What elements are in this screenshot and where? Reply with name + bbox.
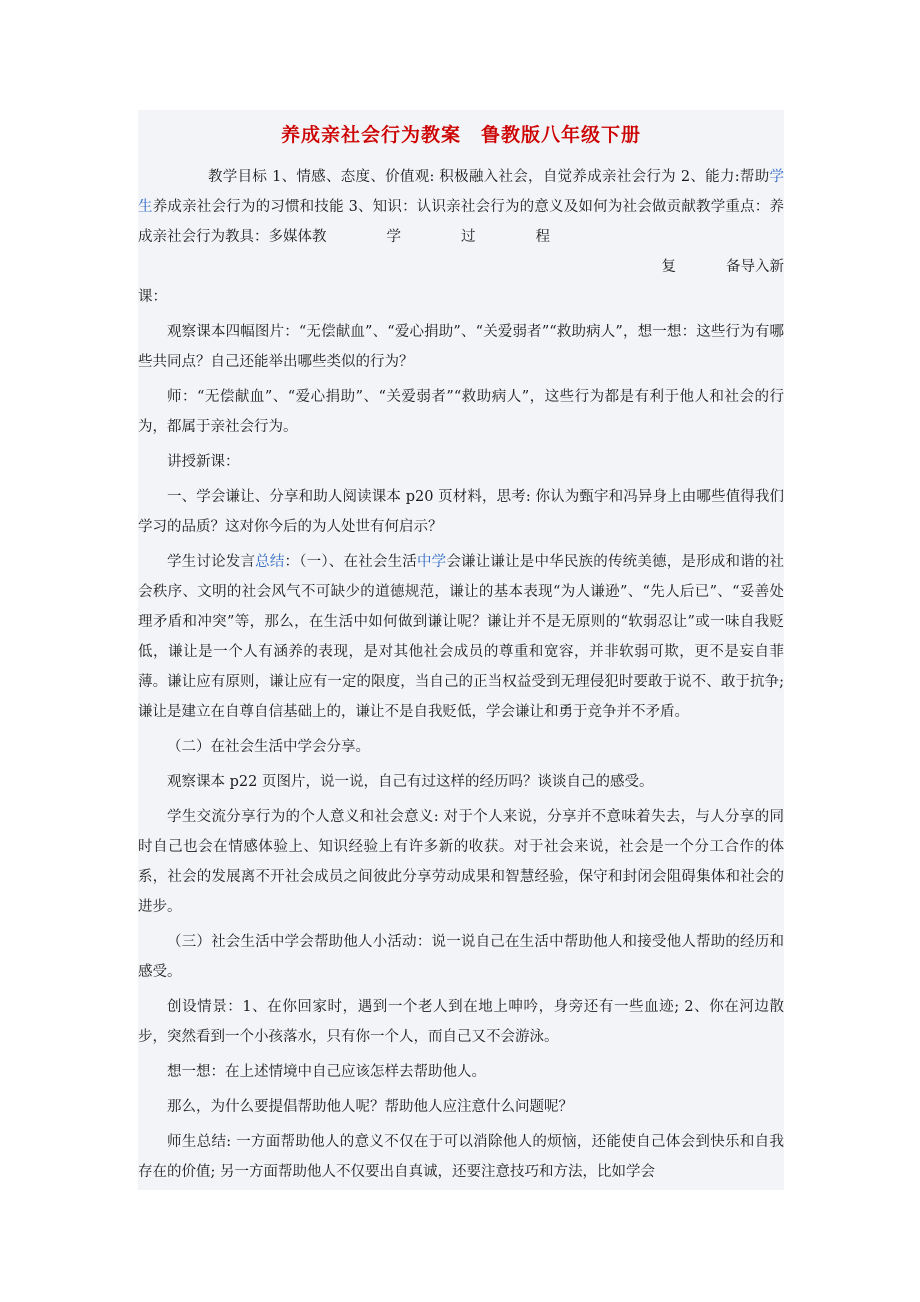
paragraph-12: 想一想：在上述情境中自己应该怎样去帮助他人。: [167, 1064, 486, 1080]
paragraph-4: 讲授新课：: [167, 454, 240, 470]
word-lesson: 课：: [138, 289, 167, 305]
p6-text-c: 会谦让谦让是中华民族的传统美德，是形成和谐的社会秩序、文明的社会风气不可缺少的道德规范，谦让的基本表现“为人谦逊”、“先人后已”、“妥善处理矛盾和冲突”等，那么，在生活中如何做到谦让呢？谦让并不是无原则的“软弱忍让”或一味自我贬低，谦让是一个人有涵养的表现，是对其他社会成员的尊重和宽容，并非软弱可欺，更不是妄自菲薄。谦让应有原则，谦让应有一定的限度，当自己的正当权益受到无理侵犯时要敢于说不、敢于抗争; 谦让是建立在自尊自信基础上的，谦让不是自我贬低，学会谦让和勇于竞争并不矛盾。: [138, 554, 784, 720]
paragraph-9: 学生交流分享行为的个人意义和社会意义: 对于个人来说，分享并不意味着失去，与人分享的同时自己也会在情感体验上、知识经验上有许多新的收获。对于社会来说，社会是一个分工合作的体系，社会的发展离不开社会成员之间彼此分享劳动成果和智慧经验，保守和封闭会阻碍集体和社会的进步。: [138, 809, 784, 915]
p6-text-b: ：（一）、在社会生活: [284, 554, 417, 570]
paragraph-5: 一、学会谦让、分享和助人阅读课本 p20 页材料，思考: 你认为甄宇和冯异身上由哪些值得我们学习的品质？这对你今后的为人处世有何启示？: [138, 489, 784, 535]
link-middle-school[interactable]: 中学: [416, 554, 447, 570]
paragraph-8: 观察课本 p22 页图片，说一说，自己有过这样的经历吗？谈谈自己的感受。: [167, 774, 654, 790]
objectives-text: 教学目标 1、情感、态度、价值观: 积极融入社会，自觉养成亲社会行为 2、能力:: [208, 169, 740, 185]
objectives-text-b: 帮助: [739, 169, 770, 185]
document-body: [138, 162, 784, 1190]
document-page: [138, 110, 784, 1190]
paragraph-10: （三）社会生活中学会帮助他人小活动：说一说自己在生活中帮助他人和接受他人帮助的经历和感受。: [138, 934, 784, 980]
p6-text-a: 学生讨论发言: [167, 554, 256, 570]
objectives-text-c: 养成亲社会行为的习惯和技能 3、知识：认识亲社会行为的意义及如何为社会做贡献教学重点：养成亲社会行为教具：多媒体教: [138, 199, 784, 245]
word-guo: 过: [461, 229, 476, 245]
link-student[interactable]: 学生: [138, 169, 784, 215]
paragraph-7: （二）在社会生活中学会分享。: [167, 739, 370, 755]
word-intro: 备导入新: [726, 259, 784, 275]
word-cheng: 程: [535, 229, 550, 245]
word-fu: 复: [661, 259, 676, 275]
word-xue: 学: [386, 229, 401, 245]
paragraph-6: [138, 547, 784, 727]
link-summary[interactable]: 总结: [255, 554, 285, 570]
page-title: 养成亲社会行为教案 鲁教版八年级下册: [280, 124, 641, 146]
paragraph-14: 师生总结: 一方面帮助他人的意义不仅在于可以消除他人的烦恼，还能使自己体会到快乐和自我存在的价值; 另一方面帮助他人不仅要出自真诚，还要注意技巧和方法，比如学会: [138, 1134, 784, 1180]
paragraph-3: 师：“无偿献血”、“爱心捐助”、“关爱弱者”“救助病人”，这些行为都是有利于他人和社会的行为，都属于亲社会行为。: [138, 389, 784, 435]
paragraph-2: 观察课本四幅图片：“无偿献血”、“爱心捐助”、“关爱弱者”“救助病人”，想一想：这些行为有哪些共同点？自己还能举出哪些类似的行为？: [138, 324, 784, 370]
paragraph-13: 那么，为什么要提倡帮助他人呢？帮助他人应注意什么问题呢？: [167, 1099, 573, 1115]
paragraph-objectives: [138, 162, 784, 312]
paragraph-11: 创设情景：1、在你回家时，遇到一个老人到在地上呻吟，身旁还有一些血迹; 2、你在河边散步，突然看到一个小孩落水，只有你一个人，而自己又不会游泳。: [138, 999, 784, 1045]
